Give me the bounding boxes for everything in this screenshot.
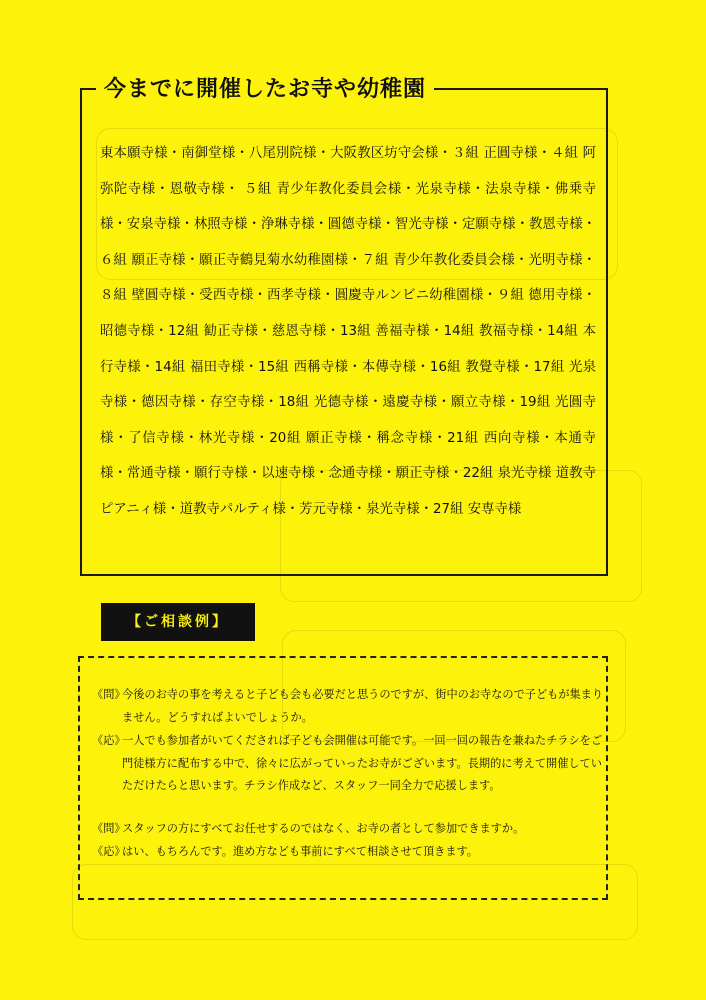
question-text: 今後のお寺の事を考えると子ども会も必要だと思うのですが、街中のお寺なので子どもが集まりません。どうすればよいでしょうか。: [122, 688, 604, 724]
question-2: [92, 818, 604, 841]
question-mark: 《問》: [92, 688, 126, 701]
temple-list-text: 東本願寺様・南御堂様・八尾別院様・大阪教区坊守会様・３組 正圓寺様・４組 阿弥陀寺様・恩敬寺様・ ５組 青少年教化委員会様・光泉寺様・法泉寺様・佛乗寺様・安泉寺様・林照寺様・浄琳寺様・圓德寺様・智光寺様・定願寺様・教恩寺様・６組 願正寺様・願正寺鶴見菊水幼稚園様・７組 青少年教化委員会様・光明寺様・８組 壁圓寺様・受西寺様・西孝寺様・圓慶寺ルンビニ幼稚園様・９組 德用寺様・昭德寺様・12組 勧正寺様・慈恩寺様・13組 善福寺様・14組 教福寺様・14組 本行寺様・14組 福田寺様・15組 西稱寺様・本傳寺様・16組 教覺寺様・17組 光泉寺様・德因寺様・存空寺様・18組 光德寺様・遠慶寺様・願立寺様・19組 光圓寺様・了信寺様・林光寺様・20組 願正寺様・稱念寺様・21組 西向寺様・本通寺様・常通寺様・願行寺様・以速寺様・念通寺様・願正寺様・22組 泉光寺様 道教寺ピアニィ様・道教寺パルティ様・芳元寺様・泉光寺様・27組 安専寺様: [100, 146, 596, 517]
question-text: スタッフの方にすべてお任せするのではなく、お寺の者として参加できますか。: [122, 822, 525, 835]
answer-text: はい、もちろんです。進め方なども事前にすべて相談させて頂きます。: [122, 845, 478, 858]
consultation-label: 【ご相談例】: [101, 603, 255, 641]
consultation-box: [78, 656, 608, 900]
temple-list-box: [80, 77, 608, 576]
answer-mark: 《応》: [92, 734, 126, 747]
question-mark: 《問》: [92, 822, 126, 835]
temple-list-title: 今までに開催したお寺や幼稚園: [96, 74, 434, 106]
answer-2: [92, 841, 604, 864]
answer-mark: 《応》: [92, 845, 126, 858]
answer-1: [92, 730, 604, 798]
question-1: [92, 684, 604, 729]
answer-text: 一人でも参加者がいてくだされば子ども会開催は可能です。一回一回の報告を兼ねたチラシをご門徒様方に配布する中で、徐々に広がっていったお寺がございます。長期的に考えて開催していただけたらと思います。チラシ作成など、スタッフ一同全力で応援します。: [122, 734, 603, 793]
